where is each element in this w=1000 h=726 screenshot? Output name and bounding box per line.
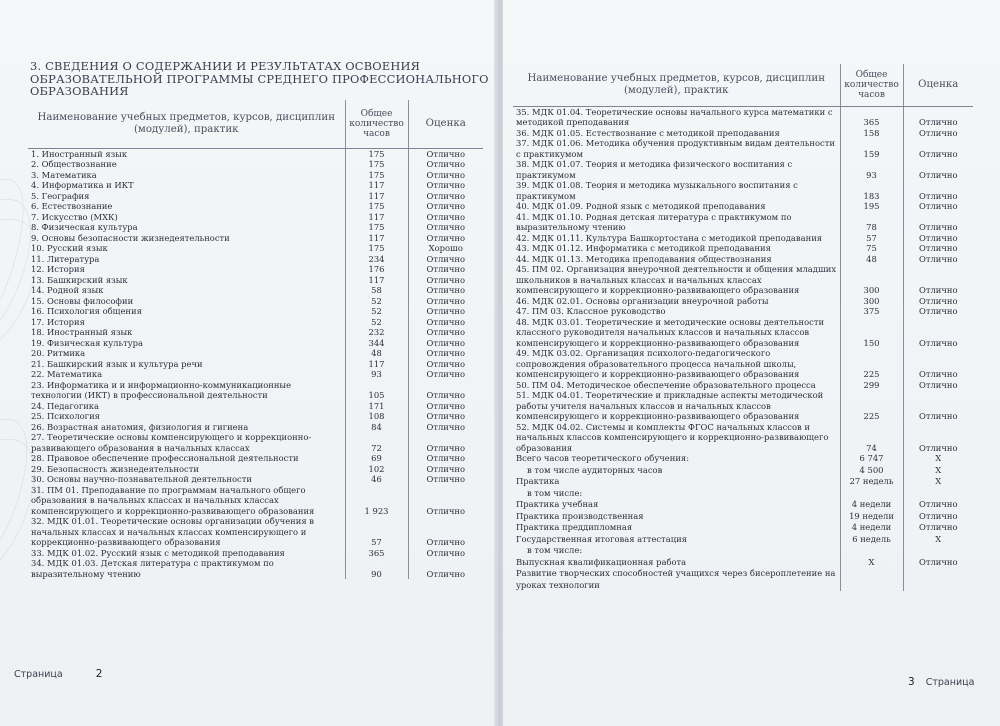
subject-row [513, 212, 973, 233]
subject-name: 3. Математика [31, 169, 97, 180]
subject-row [513, 180, 973, 201]
subject-row [28, 453, 483, 464]
hours-value: 175 [345, 243, 408, 254]
subject-name: Государственная итоговая аттестация [516, 533, 687, 544]
grade-value [903, 545, 973, 557]
hours-value: 57 [345, 516, 408, 548]
subject-name: 5. География [31, 190, 90, 201]
hours-value: 150 [840, 317, 903, 349]
hours-value: 232 [345, 327, 408, 338]
hours-value: 175 [345, 159, 408, 170]
subject-name: 44. МДК 01.13. Методика преподавания обществознания [516, 253, 772, 264]
hours-value: 75 [840, 243, 903, 254]
grade-value: Отлично [903, 254, 973, 265]
summary-row [513, 465, 973, 477]
subject-row [28, 233, 483, 244]
grade-value: Отлично [903, 348, 973, 380]
subject-row [28, 359, 483, 370]
page-footer-left [14, 668, 102, 680]
hours-value: 175 [345, 170, 408, 181]
hours-value: 105 [345, 380, 408, 401]
page-footer-right [908, 676, 974, 688]
column-header-hours: Общее количество часов [345, 100, 408, 148]
grade-value: Отлично [903, 511, 973, 523]
subject-row [28, 264, 483, 275]
grade-value [903, 488, 973, 500]
subject-name: 30. Основы научно-познавательной деятельности [31, 474, 252, 484]
subject-row [28, 422, 483, 433]
grade-value: Отлично [408, 348, 483, 359]
subject-row [28, 380, 483, 401]
grade-value: Отлично [903, 106, 973, 128]
hours-value: 72 [345, 432, 408, 453]
subject-row [513, 317, 973, 349]
grade-value: Отлично [903, 317, 973, 349]
hours-value: 117 [345, 359, 408, 370]
subject-name: Выпускная квалификационная работа [516, 556, 687, 567]
hours-value: 108 [345, 411, 408, 422]
subject-name: 10. Русский язык [31, 243, 108, 253]
subject-name: 26. Возрастная анатомия, физиология и гигиена [31, 421, 249, 432]
hours-value: 175 [345, 148, 408, 159]
subject-row [28, 170, 483, 181]
subject-row [513, 422, 973, 454]
hours-value: 300 [840, 296, 903, 307]
subject-row [513, 106, 973, 128]
grade-value: Отлично [903, 233, 973, 244]
hours-value: 299 [840, 380, 903, 391]
column-header-grade: Оценка [408, 100, 483, 148]
subject-row [28, 369, 483, 380]
grade-value: Отлично [903, 138, 973, 159]
subject-row [28, 548, 483, 559]
subject-name: 16. Психология общения [31, 306, 142, 316]
summary-row [513, 499, 973, 511]
grade-value: Отлично [903, 296, 973, 307]
hours-value: 58 [345, 285, 408, 296]
grade-value: Отлично [408, 380, 483, 401]
grade-value: Отлично [408, 264, 483, 275]
subject-row [28, 516, 483, 548]
grade-value: Отлично [408, 453, 483, 464]
hours-value: 90 [345, 558, 408, 579]
hours-value: 117 [345, 275, 408, 286]
subject-row [28, 327, 483, 338]
page-number: 2 [95, 668, 103, 680]
subject-row [28, 464, 483, 475]
grade-value: Хорошо [408, 243, 483, 254]
hours-value: 46 [345, 474, 408, 485]
subject-row [28, 275, 483, 286]
subject-row [513, 380, 973, 391]
grade-value: Отлично [408, 464, 483, 475]
hours-value: 365 [345, 548, 408, 559]
subject-row [28, 474, 483, 485]
subject-row [513, 296, 973, 307]
subject-name: 47. ПМ 03. Классное руководство [516, 306, 666, 316]
grade-value: X [903, 476, 973, 488]
grade-value: X [903, 465, 973, 477]
hours-value: 52 [345, 306, 408, 317]
subject-name: 11. Литература [31, 253, 100, 264]
subject-name: 17. История [31, 316, 85, 327]
subject-row [28, 485, 483, 517]
subject-name: 27. Теоретические основы компенсирующего и коррекционно-развивающего образования в начальных классах [31, 432, 312, 453]
hours-value: 234 [345, 254, 408, 265]
grade-value: Отлично [903, 306, 973, 317]
subject-name: 8. Физическая культура [31, 222, 138, 232]
grade-value: Отлично [408, 432, 483, 453]
right-page [503, 0, 1000, 726]
hours-value: 84 [345, 422, 408, 433]
hours-value: 300 [840, 264, 903, 296]
subject-name: Практика производственная [516, 510, 644, 521]
hours-value: 19 недели [840, 511, 903, 523]
subject-row [28, 201, 483, 212]
grade-value: Отлично [408, 148, 483, 159]
hours-value: 69 [345, 453, 408, 464]
subject-name: 51. МДК 04.01. Теоретические и прикладные аспекты методической работы учителя начальных классов и начальных классов компенсирующего и коррекционно-развивающего образования [516, 390, 824, 421]
grade-value: Отлично [903, 557, 973, 569]
hours-value [840, 545, 903, 557]
subject-row [513, 128, 973, 139]
grade-value: Отлично [408, 422, 483, 433]
grade-value: Отлично [903, 522, 973, 534]
subject-name: 46. МДК 02.01. Основы организации внеурочной работы [516, 295, 769, 306]
left-table-body [28, 148, 483, 579]
subject-name: 45. ПМ 02. Организация внеурочной деятельности и общения младших школьников в начальных классах и начальных классах компенсирующего и коррекционно-развивающего образования [516, 264, 837, 295]
hours-value: 171 [345, 401, 408, 412]
hours-value: 1 923 [345, 485, 408, 517]
subject-name: Практика учебная [516, 499, 599, 509]
summary-row [513, 557, 973, 569]
grade-value: Отлично [903, 128, 973, 139]
subject-name: Практика преддипломная [516, 522, 633, 532]
subject-name: 25. Психология [31, 411, 100, 421]
grade-value: Отлично [408, 275, 483, 286]
subject-name: 1. Иностранный язык [31, 148, 128, 159]
subject-row [28, 191, 483, 202]
subject-name: 39. МДК 01.08. Теория и методика музыкального воспитания с практикумом [516, 180, 798, 201]
subject-row [28, 212, 483, 223]
subject-name: 32. МДК 01.01. Теоретические основы организации обучения в начальных классах и начальных классах компенсирующего и коррекционно-развивающего образования [31, 516, 314, 547]
subject-name: 35. МДК 01.04. Теоретические основы начального курса математики с методикой преподавания [516, 106, 833, 127]
hours-value: 117 [345, 180, 408, 191]
subject-name: 52. МДК 04.02. Системы и комплекты ФГОС начальных классов и начальных классов компенсирующего и коррекционно-развивающего образования [516, 421, 829, 453]
grade-value: Отлично [903, 380, 973, 391]
subject-name: 38. МДК 01.07. Теория и методика физического воспитания с практикумом [516, 159, 793, 180]
grade-value: Отлично [408, 180, 483, 191]
subject-name: 18. Иностранный язык [31, 327, 133, 337]
subject-name: 2. Обществознание [31, 159, 117, 169]
right-summary-body [513, 453, 973, 591]
subject-name: 9. Основы безопасности жизнедеятельности [31, 232, 230, 243]
subject-name: 41. МДК 01.10. Родная детская литература с практикумом по выразительному чтению [516, 211, 792, 232]
grade-value: Отлично [903, 499, 973, 511]
subject-row [28, 432, 483, 453]
hours-value: 74 [840, 422, 903, 454]
grade-value: Отлично [408, 296, 483, 307]
hours-value: 183 [840, 180, 903, 201]
subject-name: 15. Основы философии [31, 295, 134, 306]
grade-value: Отлично [408, 474, 483, 485]
subject-row [28, 411, 483, 422]
section-heading: 3. СВЕДЕНИЯ О СОДЕРЖАНИИ И РЕЗУЛЬТАТАХ ОСВОЕНИЯ ОБРАЗОВАТЕЛЬНОЙ ПРОГРАММЫ СРЕДНЕГО ПРОФЕССИОНАЛЬНОГО ОБРАЗОВАНИЯ [30, 59, 489, 98]
subject-name: 28. Правовое обеспечение профессиональной деятельности [31, 453, 299, 463]
grade-value: Отлично [408, 369, 483, 380]
subject-row [28, 317, 483, 328]
grade-value: X [903, 453, 973, 465]
subject-row [513, 254, 973, 265]
subject-name: 19. Физическая культура [31, 337, 143, 348]
column-header-name: Наименование учебных предметов, курсов, дисциплин (модулей), практик [28, 100, 345, 148]
grade-value: Отлично [408, 170, 483, 181]
summary-row [513, 568, 973, 591]
subject-name: 23. Информатика и и информационно-коммуникационные технологии (ИКТ) в профессиональной деятельности [31, 379, 292, 400]
hours-value: X [840, 557, 903, 569]
subject-name: 24. Педагогика [31, 400, 100, 411]
grade-value: Отлично [408, 411, 483, 422]
grade-value: Отлично [408, 317, 483, 328]
grade-value: Отлично [903, 264, 973, 296]
subject-row [28, 243, 483, 254]
subject-row [28, 180, 483, 191]
hours-value: 102 [345, 464, 408, 475]
hours-value: 117 [345, 212, 408, 223]
grade-value: Отлично [408, 222, 483, 233]
hours-value: 52 [345, 317, 408, 328]
grade-value: Отлично [408, 233, 483, 244]
hours-value: 117 [345, 191, 408, 202]
left-grades-table [28, 100, 483, 579]
subject-row [28, 148, 483, 159]
summary-row [513, 522, 973, 534]
subject-name: 50. ПМ 04. Методическое обеспечение образовательного процесса [516, 379, 816, 390]
subject-name: 4. Информатика и ИКТ [31, 180, 134, 190]
subject-name: Развитие творческих способностей учащихся через бисероплетение на уроках технологии [516, 568, 836, 590]
hours-value: 225 [840, 390, 903, 422]
column-header-grade: Оценка [903, 64, 973, 106]
hours-value: 175 [345, 201, 408, 212]
subject-row [513, 201, 973, 212]
grade-value: Отлично [408, 254, 483, 265]
subject-row [513, 243, 973, 254]
subject-row [513, 159, 973, 180]
subject-row [28, 401, 483, 412]
grade-value: Отлично [903, 422, 973, 454]
hours-value: 4 500 [840, 465, 903, 477]
column-header-name: Наименование учебных предметов, курсов, дисциплин (модулей), практик [513, 64, 840, 106]
page-number: 3 [908, 676, 915, 688]
summary-row [513, 476, 973, 488]
hours-value: 225 [840, 348, 903, 380]
summary-row [513, 511, 973, 523]
hours-value: 57 [840, 233, 903, 244]
hours-value: 375 [840, 306, 903, 317]
subject-name: 12. История [31, 264, 85, 274]
hours-value: 175 [345, 222, 408, 233]
grade-value: Отлично [903, 159, 973, 180]
grade-value: Отлично [408, 548, 483, 559]
grade-value: Отлично [408, 558, 483, 579]
grade-value: Отлично [903, 212, 973, 233]
hours-value: 365 [840, 106, 903, 128]
grade-value: Отлично [408, 201, 483, 212]
hours-value: 344 [345, 338, 408, 349]
subject-name: 31. ПМ 01. Преподавание по программам начального общего образования в начальных классах и начальных классах компенсирующего и коррекционно-развивающего образования [31, 484, 315, 516]
subject-name: 34. МДК 01.03. Детская литература с практикумом по выразительному чтению [31, 558, 274, 579]
grade-value: Отлично [408, 191, 483, 202]
grade-value: X [903, 534, 973, 546]
grade-value: Отлично [408, 327, 483, 338]
hours-value: 4 недели [840, 499, 903, 511]
subject-name: 37. МДК 01.06. Методика обучения продуктивным видам деятельности с практикумом [516, 138, 835, 159]
hours-value: 93 [345, 369, 408, 380]
subject-name: 49. МДК 03.02. Организация психолого-педагогического сопровождения образовательного процесса начальной школы, компенсирующего и коррекционно-развивающего образования [516, 348, 800, 379]
subject-row [28, 285, 483, 296]
hours-value: 159 [840, 138, 903, 159]
subject-name: 6. Естествознание [31, 201, 113, 211]
subject-name: 40. МДК 01.09. Родной язык с методикой преподавания [516, 201, 766, 211]
page-label: Страница [14, 669, 63, 680]
hours-value: 6 недель [840, 534, 903, 546]
subject-row [513, 138, 973, 159]
subject-name: 14. Родной язык [31, 285, 104, 295]
hours-value: 78 [840, 212, 903, 233]
subject-row [28, 296, 483, 307]
grade-value: Отлично [903, 390, 973, 422]
subject-name: 13. Башкирский язык [31, 274, 128, 285]
subject-row [28, 348, 483, 359]
page-label: Страница [925, 677, 975, 688]
summary-row [513, 545, 973, 557]
hours-value: 27 недель [840, 476, 903, 488]
subject-name: 22. Математика [31, 369, 103, 379]
summary-row [513, 534, 973, 546]
grade-value: Отлично [408, 306, 483, 317]
grade-value [903, 568, 973, 591]
subject-name: Всего часов теоретического обучения: [516, 453, 690, 463]
subject-row [28, 254, 483, 265]
summary-row [513, 453, 973, 465]
subject-name: 33. МДК 01.02. Русский язык с методикой преподавания [31, 547, 285, 558]
right-table-body [513, 106, 973, 453]
subject-name: 21. Башкирский язык и культура речи [31, 358, 203, 369]
grade-value: Отлично [408, 485, 483, 517]
grade-value: Отлично [903, 201, 973, 212]
grade-value: Отлично [408, 516, 483, 548]
hours-value: 93 [840, 159, 903, 180]
hours-value: 4 недели [840, 522, 903, 534]
subject-name: 36. МДК 01.05. Естествознание с методикой преподавания [516, 127, 780, 138]
hours-value: 195 [840, 201, 903, 212]
subject-row [28, 338, 483, 349]
subject-row [28, 159, 483, 170]
subject-row [513, 264, 973, 296]
subject-name: в том числе аудиторных часов [527, 464, 663, 475]
hours-value: 6 747 [840, 453, 903, 465]
subject-row [28, 222, 483, 233]
grade-value: Отлично [408, 285, 483, 296]
hours-value: 176 [345, 264, 408, 275]
hours-value [840, 488, 903, 500]
hours-value [840, 568, 903, 591]
summary-row [513, 488, 973, 500]
subject-row [513, 348, 973, 380]
grade-value: Отлично [903, 243, 973, 254]
subject-name: в том числе: [527, 487, 583, 498]
subject-row [28, 306, 483, 317]
hours-value: 48 [840, 254, 903, 265]
hours-value: 117 [345, 233, 408, 244]
grade-value: Отлично [408, 338, 483, 349]
subject-name: в том числе: [527, 545, 583, 555]
subject-name: 48. МДК 03.01. Теоретические и методические основы деятельности классного руководителя начальных классов и начальных классов компенсирующего и коррекционно-развивающего образования [516, 316, 825, 348]
subject-name: 20. Ритмика [31, 348, 86, 358]
hours-value: 158 [840, 128, 903, 139]
subject-row [513, 390, 973, 422]
grade-value: Отлично [408, 401, 483, 412]
grade-value: Отлично [903, 180, 973, 201]
grade-value: Отлично [408, 159, 483, 170]
subject-row [28, 558, 483, 579]
subject-name: 29. Безопасность жизнедеятельности [31, 463, 199, 474]
left-page [0, 0, 497, 726]
subject-row [513, 233, 973, 244]
subject-name: 7. Искусство (МХК) [31, 211, 118, 222]
subject-name: 42. МДК 01.11. Культура Башкортостана с методикой преподавания [516, 232, 823, 243]
column-header-hours: Общее количество часов [840, 64, 903, 106]
subject-row [513, 306, 973, 317]
grade-value: Отлично [408, 359, 483, 370]
subject-name: 43. МДК 01.12. Информатика с методикой преподавания [516, 243, 771, 253]
right-grades-table [513, 64, 973, 591]
hours-value: 52 [345, 296, 408, 307]
grade-value: Отлично [408, 212, 483, 223]
subject-name: Практика [516, 476, 560, 486]
hours-value: 48 [345, 348, 408, 359]
